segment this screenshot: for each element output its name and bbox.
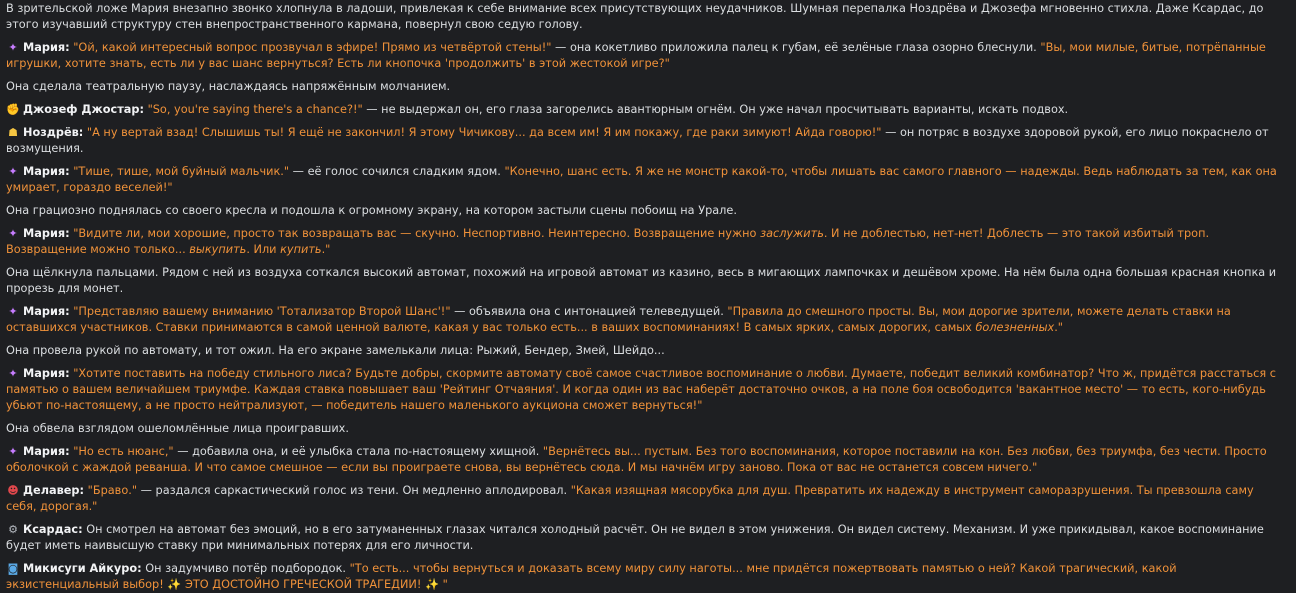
speaker-name: Делавер: <box>23 484 85 497</box>
mage-icon: ✦ <box>8 165 18 178</box>
narration-text: Он смотрел на автомат без эмоций, но в его затуманенных глазах читался холодный расчёт. Он не видел в этом унижения. Он видел систему. Механизм. И уже прикидывал, какое воспоминание будет иметь наивысшую ставку при минимальных потерях для его личности. <box>6 523 1264 552</box>
person-icon: ☗ <box>8 126 18 139</box>
narration-paragraph <box>6 79 1284 95</box>
quote-text: "Представляю вашему вниманию 'Тотализатор Второй Шанс'!" <box>73 305 451 318</box>
speech-paragraph <box>6 366 1284 414</box>
narration-paragraph <box>6 265 1284 297</box>
sparkles-icon: ✨ <box>167 578 182 591</box>
narration-text: Она обвела взглядом ошеломлённые лица проигравших. <box>6 422 349 435</box>
mage-icon: ✦ <box>8 445 18 458</box>
speaker-name: Мария: <box>23 445 70 458</box>
speech-paragraph <box>6 164 1284 196</box>
mage-icon: ✦ <box>8 227 18 240</box>
flexed-arm-icon: ✊ <box>6 103 20 116</box>
quote-text: "Видите ли, мои хорошие, просто так возвращать вас — скучно. Неспортивно. Неинтересно. Возвращение нужно <box>73 227 761 240</box>
speaker-name: Ксардас: <box>23 523 83 536</box>
narration-text: — её голос сочился сладким ядом. <box>289 165 505 178</box>
narration-paragraph <box>6 1 1284 33</box>
speech-paragraph <box>6 102 1284 118</box>
quote-text: ." <box>321 243 331 256</box>
speech-paragraph <box>6 226 1284 258</box>
quote-text: " <box>439 578 448 591</box>
quote-text: ЭТО ДОСТОЙНО ГРЕЧЕСКОЙ ТРАГЕДИИ! <box>181 578 425 591</box>
narration-text: — добавила она, и её улыбка стала по-настоящему хищной. <box>173 445 543 458</box>
narration-text: В зрительской ложе Мария внезапно звонко хлопнула в ладоши, привлекая к себе внимание всех присутствующих неудачников. Шумная перепалка Ноздрёва и Джозефа мгновенно стихла. Даже Ксардас, до этого изучавший структуру стен внепространственного кармана, повернул свою седую голову. <box>6 2 1264 31</box>
speech-paragraph <box>6 40 1284 72</box>
speaker-name: Мария: <box>23 305 70 318</box>
quote-text: "So, you're saying there's a chance?!" <box>147 103 363 116</box>
speaker-name: Мария: <box>23 227 70 240</box>
quote-text: заслужить <box>760 227 824 240</box>
speaker-name: Мария: <box>23 41 70 54</box>
speaker-name: Мария: <box>23 165 70 178</box>
speech-paragraph <box>6 444 1284 476</box>
speaker-name: Мария: <box>23 367 70 380</box>
quote-text: "То есть... чтобы вернуться и доказать всему миру силу наготы... мне придётся пожертвовать памятью о ней? Какой трагический, какой экзистенциальный выбор! <box>6 562 1177 591</box>
quote-text: купить <box>280 243 322 256</box>
quote-text: "А ну вертай взад! Слышишь ты! Я ещё не закончил! Я этому Чичикову... да всем им! Я им покажу, где раки зимуют! Айда говорю!" <box>86 126 882 139</box>
speech-paragraph <box>6 522 1284 554</box>
mage-icon: ✦ <box>8 41 18 54</box>
quote-text: болезненных <box>975 321 1055 334</box>
speech-paragraph <box>6 483 1284 515</box>
narration-text: Он задумчиво потёр подбородок. <box>145 562 350 575</box>
quote-text: "Конечно, шанс есть. Я же не монстр какой-то, чтобы лишать вас самого главного — надежды. Ведь наблюдать за тем, как она умирает, гораздо веселей!" <box>6 165 1277 194</box>
sparkles-icon: ✨ <box>424 578 440 591</box>
quote-text: . И не доблестью, нет-нет! Доблесть — это такой избитый троп. Возвращение можно только... <box>6 227 1210 256</box>
quote-text: "Ой, какой интересный вопрос прозвучал в эфире! Прямо из четвёртой стены!" <box>73 41 552 54</box>
narration-paragraph <box>6 421 1284 437</box>
glasses-icon: ◙ <box>7 562 19 575</box>
quote-text: . Или <box>246 243 281 256</box>
quote-text: "Тише, тише, мой буйный мальчик." <box>73 165 290 178</box>
narration-paragraph <box>6 343 1284 359</box>
speech-paragraph <box>6 125 1284 157</box>
quote-text: "Браво." <box>87 484 138 497</box>
speaker-name: Ноздрёв: <box>23 126 84 139</box>
quote-text: "Вернётесь вы... пустым. Без того воспоминания, которое поставили на кон. Без любви, без триумфа, без чести. Просто оболочкой с жаждой реванша. И что самое смешное — если вы проиграете снова, вы вернётесь сюда. И мы начнём игру заново. Пока от вас не останется совсем ничего." <box>6 445 1267 474</box>
narration-text: — он потряс в воздухе здоровой рукой, его лицо покраснело от возмущения. <box>6 126 1269 155</box>
narration-text: Она грациозно поднялась со своего кресла и подошла к огромному экрану, на котором застыли сцены побоищ на Урале. <box>6 204 737 217</box>
quote-text: "Хотите поставить на победу стильного лиса? Будьте добры, скормите автомату своё самое счастливое воспоминание о любви. Думаете, победит великий комбинатор? Что ж, придётся расстаться с памятью о вашем величайшем триумфе. Каждая ставка повышает ваш 'Рейтинг Отчаяния'. И когда один из вас наберёт достаточно очков, а на поле боя освободится 'вакантное место' — то есть, кого-нибудь убьют по-настоящему, а не просто нейтрализуют, — победитель нашего маленького аукциона сможет вернуться!" <box>6 367 1276 412</box>
quote-text: "Но есть нюанс," <box>73 445 174 458</box>
gear-icon: ⚙ <box>8 523 18 536</box>
quote-text: выкупить <box>189 243 247 256</box>
speaker-name: Микисуги Айкуро: <box>23 562 142 575</box>
speech-paragraph <box>6 304 1284 336</box>
narration-text: — объявила она с интонацией телеведущей. <box>450 305 728 318</box>
quote-text: "Вы, мои милые, битые, потрёпанные игрушки, хотите знать, есть ли у вас шанс вернуться? Есть ли кнопочка 'продолжить' в этой жестокой игре?" <box>6 41 1266 70</box>
speaker-name: Джозеф Джостар: <box>23 103 144 116</box>
mage-icon: ✦ <box>8 305 18 318</box>
devil-icon: ☻ <box>7 484 19 497</box>
narration-text: Она щёлкнула пальцами. Рядом с ней из воздуха соткался высокий автомат, похожий на игровой автомат из казино, весь в мигающих лампочках и дешёвом хроме. На нём была одна большая красная кнопка и прорезь для монет. <box>6 266 1277 295</box>
quote-text: ." <box>1054 321 1064 334</box>
narration-text: — раздался саркастический голос из тени. Он медленно аплодировал. <box>137 484 571 497</box>
narration-text: — не выдержал он, его глаза загорелись авантюрным огнём. Он уже начал просчитывать варианты, искать подвох. <box>362 103 1069 116</box>
mage-icon: ✦ <box>8 367 18 380</box>
quote-text: "Правила до смешного просты. Вы, мои дорогие зрители, можете делать ставки на оставшихся участников. Ставки принимаются в самой ценной валюте, какая у вас только есть... в ваших воспоминаниях! В самых ярких, самых дорогих, самых <box>6 305 1231 334</box>
narration-text: — она кокетливо приложила палец к губам, её зелёные глаза озорно блеснули. <box>551 41 1041 54</box>
speech-paragraph <box>6 561 1284 593</box>
narration-paragraph <box>6 203 1284 219</box>
narration-text: Она сделала театральную паузу, наслаждаясь напряжённым молчанием. <box>6 80 451 93</box>
quote-text: "Какая изящная мясорубка для душ. Превратить их надежду в инструмент саморазрушения. Ты превзошла саму себя, дорогая." <box>6 484 1254 513</box>
narration-text: Она провела рукой по автомату, и тот ожил. На его экране замелькали лица: Рыжий, Бендер, Змей, Шейдо... <box>6 344 665 357</box>
